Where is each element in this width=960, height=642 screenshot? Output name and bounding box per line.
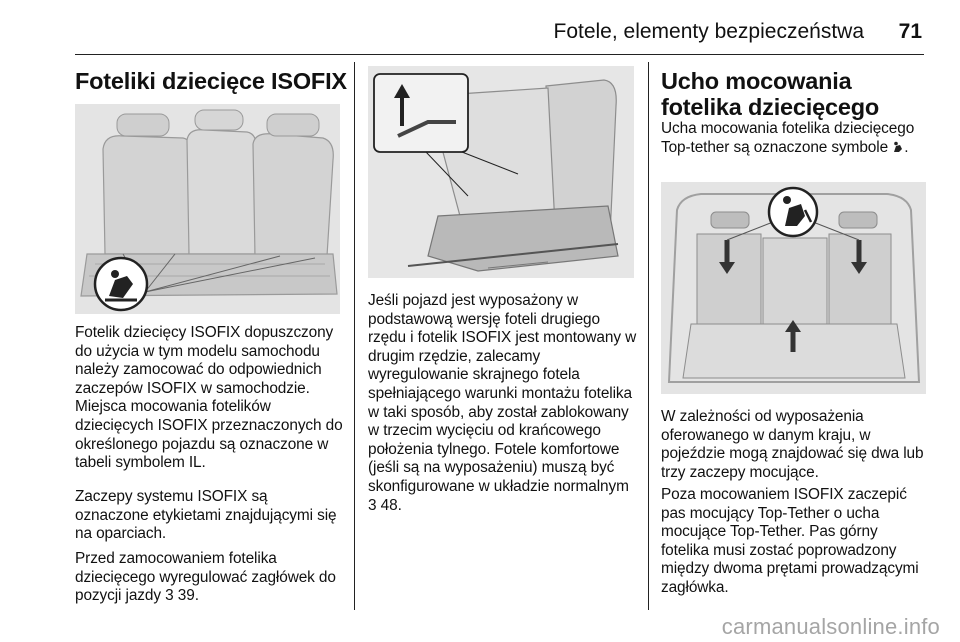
page-reference-link[interactable]: 3 39 xyxy=(165,587,195,605)
paragraph: W zależności od wyposażenia oferowanego w danym kraju, w pojeździe mogą znajdować się dwa lub trzy zaczepy mocujące. xyxy=(661,408,924,481)
trunk-anchors-drawing xyxy=(661,182,926,394)
paragraph: Ucha mocowania fotelika dziecięcego Top-tether są oznaczone symbole . xyxy=(661,120,915,156)
paragraph: Jeśli pojazd jest wyposażony w podstawową wersję foteli drugiego rzędu i fotelik ISOFIX jest montowany w drugim rzędzie, zalecamy wyregulowanie skrajnego fotela spełniającego warunki montażu fotelika w taki sposób, aby został zablokowany w trzecim wycięciu od krańcowego położenia tylnego. Fotele komfortowe (jeśli są na wyposażeniu) muszą być skonfigurowane w układzie normalnym 3 48. xyxy=(368,292,637,514)
paragraph: Fotelik dziecięcy ISOFIX dopuszczony do użycia w tym modelu samochodu należy zamocować do odpowiednich zaczepów ISOFIX w samochodzie. Miejsca mocowania fotelików dziecięcych ISOFIX przeznaczonych do określonego pojazdu są oznaczone w tabeli symbolem IL. xyxy=(75,324,343,472)
page-header xyxy=(0,0,960,60)
top-tether-illustration xyxy=(661,182,926,394)
page-number: 71 xyxy=(898,20,922,43)
paragraph: Zaczepy systemu ISOFIX są oznaczone etykietami znajdującymi się na oparciach. xyxy=(75,488,337,543)
column-divider xyxy=(354,62,355,610)
isofix-seats-drawing xyxy=(75,104,340,314)
section-heading: Foteliki dziecięce ISOFIX xyxy=(75,68,347,94)
column-middle xyxy=(368,62,638,622)
paragraph: Przed zamocowaniem fotelika dziecięcego wyregulować zagłówek do pozycji jazdy 3 39. xyxy=(75,550,336,605)
paragraph: Poza mocowaniem ISOFIX zaczepić pas mocujący Top-Tether o ucha mocujące Top-Tether. Pas górny fotelika musi zostać poprowadzony między dwoma prętami prowadzącymi zagłówka. xyxy=(661,486,919,596)
page-reference-link[interactable]: 3 48 xyxy=(368,496,398,514)
column-left xyxy=(75,62,345,622)
seat-adjust-illustration xyxy=(368,66,634,278)
isofix-seats-illustration xyxy=(75,104,340,314)
watermark: carmanualsonline.info xyxy=(721,614,940,639)
top-tether-symbol-icon xyxy=(892,140,904,152)
seat-adjust-drawing xyxy=(368,66,634,278)
column-right xyxy=(661,62,929,622)
section-title: Fotele, elementy bezpieczeństwa xyxy=(553,20,864,43)
section-heading: Ucho mocowania fotelika dziecięcego xyxy=(661,68,880,120)
column-divider xyxy=(648,62,649,610)
header-rule xyxy=(75,54,924,55)
